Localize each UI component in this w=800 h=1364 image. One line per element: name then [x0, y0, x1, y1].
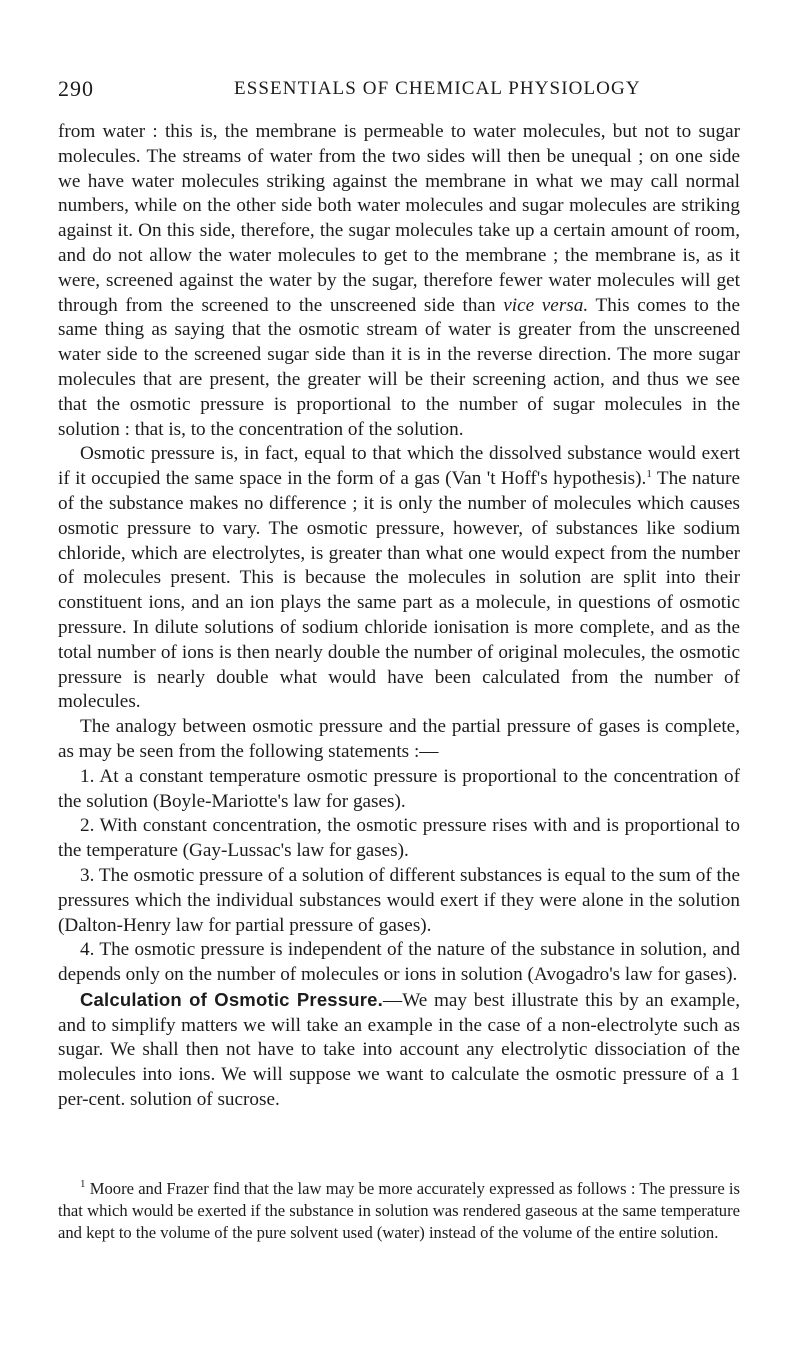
footnote-reference: 1 — [646, 468, 652, 481]
paragraph-vant-hoff-continued: The nature of the substance makes no difference ; it is only the number of molecules which causes osmotic pressure to vary. The osmotic pressure, however, of substances like sodium chloride, which are electrolytes, is greater than what one would expect from the number of molecules present. This is because the molecules in solution are split into their constituent ions, and an ion plays the same part as a molecule, in questions of osmotic pressure. In dilute solutions of sodium chloride ionisation is more complete, and as the total number of ions is then nearly double the number of original molecules, the osmotic pressure is nearly double what would have been calculated from the number of molecules. — [58, 468, 740, 713]
paragraph-screening-text: from water : this is, the membrane is permeable to water molecules, but not to sugar molecules. The streams of water from the two sides will then be unequal ; on one side we have water molecules striking against the membrane in what we may call normal numbers, while on the other side both water molecules and sugar molecules are striking against it. On this side, therefore, the sugar molecules take up a certain amount of room, and do not allow the water molecules to get to the membrane ; the membrane is, as it were, screened against the water by the sugar, therefore fewer water molecules will get through from the screened to the unscreened side than — [58, 121, 740, 316]
running-head-title: ESSENTIALS OF CHEMICAL PHYSIOLOGY — [234, 78, 641, 99]
running-head — [58, 76, 690, 106]
law-item-4: 4. The osmotic pressure is independent of the nature of the substance in solution, and depends only on the number of molecules or ions in solution (Avogadro's law for gases). — [58, 939, 740, 986]
law-item-1: 1. At a constant temperature osmotic pressure is proportional to the concentration of the solution (Boyle-Mariotte's law for gases). — [58, 765, 740, 812]
paragraph-screening-continued: This comes to the same thing as saying that the osmotic stream of water is greater from the unscreened water side to the screened sugar side than it is in the reverse direction. The more sugar molecules that are present, the greater will be their screening action, and thus we see that the osmotic pressure is proportional to the number of sugar molecules in the solution : that is, to the concentration of the solution. — [58, 294, 741, 440]
law-item-3: 3. The osmotic pressure of a solution of different substances is equal to the sum of the pressures which the individual substances would exert if they were alone in the solution (Dalton-Henry law for partial pressure of gases). — [58, 864, 740, 936]
page-number: 290 — [58, 76, 94, 101]
paragraph-calculation-text: —We may best illustrate this by an example, and to simplify matters we will take an example in the case of a non-electrolyte such as sugar. We shall then not have to take into account any electrolytic dissociation of the molecules into ions. We will suppose we want to calculate the osmotic pressure of a 1 per-cent. solution of sucrose. — [58, 989, 740, 1111]
body-text — [58, 120, 740, 1113]
paragraph-calculation — [58, 988, 740, 1113]
law-item-2: 2. With constant concentration, the osmotic pressure rises with and is proportional to the temperature (Gay-Lussac's law for gases). — [58, 815, 740, 862]
footnote — [58, 1178, 740, 1245]
paragraph-vant-hoff-text: Osmotic pressure is, in fact, equal to that which the dissolved substance would exert if it occupied the same space in the form of a gas (Van 't Hoff's hypothesis). — [58, 443, 740, 490]
footnote-paragraph — [58, 1178, 740, 1245]
paragraph-analogy: The analogy between osmotic pressure and the partial pressure of gases is complete, as may be seen from the following statements :— — [58, 716, 740, 762]
footnote-text: Moore and Frazer find that the law may be more accurately expressed as follows : The pressure is that which would be exerted if the substance in solution was rendered gaseous at the same temperature and kept to the volume of the pure solvent used (water) instead of the volume of the entire solution. — [58, 1179, 740, 1243]
italic-vice-versa: vice versa. — [503, 294, 589, 316]
footnote-marker: 1 — [80, 1178, 86, 1190]
section-heading-calculation: Calculation of Osmotic Pressure. — [80, 988, 384, 1010]
paragraph-screening — [58, 120, 740, 442]
paragraph-vant-hoff — [58, 442, 740, 715]
